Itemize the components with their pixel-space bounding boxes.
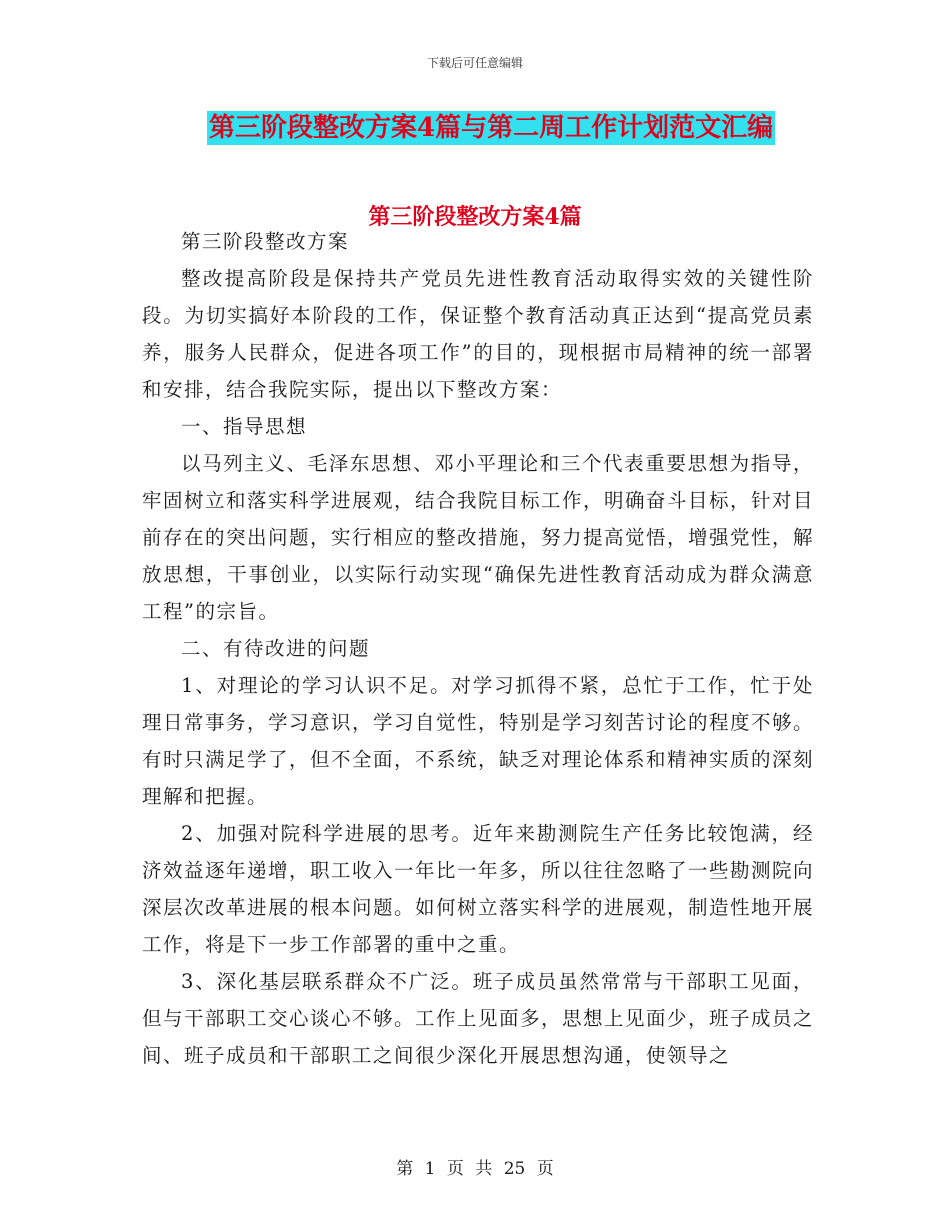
body-text	[142, 223, 814, 1074]
paragraph: 3、深化基层联系群众不广泛。班子成员虽然常常与干部职工见面，但与干部职工交心谈心不够。工作上见面多，思想上见面少，班子成员之间、班子成员和干部职工之间很少深化开展思想沟通，使领导之	[142, 970, 815, 1067]
paragraph: 一、指导思想	[181, 415, 308, 438]
document-title: 第三阶段整改方案4篇与第二周工作计划范文汇编	[209, 113, 774, 143]
header-note: 下载后可任意编辑	[426, 56, 523, 70]
page-footer: 第 1 页 共 25 页	[396, 1159, 554, 1179]
paragraph: 2、加强对院科学进展的思考。近年来勘测院生产任务比较饱满，经济效益逐年递增，职工收入一年比一年多，所以往往忽略了一些勘测院向深层次改革进展的根本问题。如何树立落实科学的进展观，制造性地开展工作，将是下一步工作部署的重中之重。	[142, 822, 815, 956]
paragraph: 以马列主义、毛泽东思想、邓小平理论和三个代表重要思想为指导，牢固树立和落实科学进展观，结合我院目标工作，明确奋斗目标，针对目前存在的突出问题，实行相应的整改措施，努力提高觉悟，增强党性，解放思想，干事创业，以实际行动实现“确保先进性教育活动成为群众满意工程”的宗旨。	[142, 452, 815, 623]
paragraph: 整改提高阶段是保持共产党员先进性教育活动取得实效的关键性阶段。为切实搞好本阶段的工作，保证整个教育活动真正达到“提高党员素养，服务人民群众，促进各项工作”的目的，现根据市局精神的统一部署和安排，结合我院实际，提出以下整改方案：	[142, 267, 814, 401]
section-title: 第三阶段整改方案4篇	[368, 204, 582, 230]
paragraph: 二、有待改进的问题	[181, 637, 371, 660]
paragraph: 1、对理论的学习认识不足。对学习抓得不紧，总忙于工作，忙于处理日常事务，学习意识，学习自觉性，特别是学习刻苦讨论的程度不够。有时只满足学了，但不全面，不系统，缺乏对理论体系和精神实质的深刻理解和把握。	[142, 674, 815, 808]
paragraph: 第三阶段整改方案	[181, 230, 350, 253]
